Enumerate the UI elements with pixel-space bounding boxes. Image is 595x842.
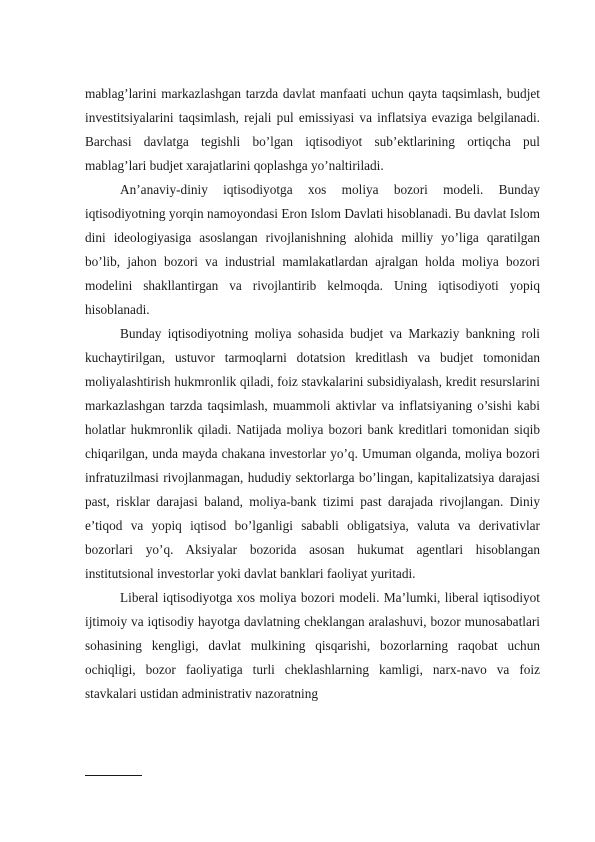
body-text — [85, 82, 540, 706]
paragraph-traditional-religious-model: An’anaviy-diniy iqtisodiyotga xos moliya bozori modeli. Bunday iqtisodiyotning yorqin namoyondasi Eron Islom Davlati hisoblanadi. Bu davlat Islom dini ideologiyasiga asoslangan rivojlanishning alohida milliy yo’liga qaratilgan bo’lib, jahon bozori va industrial mamlakatlardan ajralgan holda moliya bozori modelini shakllantirgan va rivojlantirib kelmoqda. Uning iqtisodiyoti yopiq hisoblanadi. — [85, 182, 540, 317]
paragraph-financial-sector: Bunday iqtisodiyotning moliya sohasida budjet va Markaziy bankning roli kuchaytirilgan, ustuvor tarmoqlarni dotatsion kreditlash va budjet tomonidan moliyalashtirish hukmronlik qiladi, foiz stavkalarini subsidiyalash, kredit resurslarini markazlashgan tarzda taqsimlash, muammoli aktivlar va inflatsiyaning o’sishi kabi holatlar hukmronlik qiladi. Natijada moliya bozori bank kreditlari tomonidan siqib chiqarilgan, unda mayda chakana investorlar yo’q. Umuman olganda, moliya bozori infratuzilmasi rivojlanmagan, hududiy sektorlarga bo’lingan, kapitalizatsiya darajasi past, risklar darajasi baland, moliya-bank tizimi past darajada rivojlangan. Diniy e’tiqod va yopiq iqtisod bo’lganligi sababli obligatsiya, valuta va derivativlar bozorlari yo’q. Aksiyalar bozorida asosan hukumat agentlari hisoblangan institutsional investorlar yoki davlat banklari faoliyat yuritadi. — [85, 326, 540, 581]
footnote-separator — [85, 775, 142, 776]
paragraph-continuation: mablag’larini markazlashgan tarzda davlat manfaati uchun qayta taqsimlash, budjet investitsiyalarini taqsimlash, rejali pul emissiyasi va inflatsiya evaziga belgilanadi. Barchasi davlatga tegishli bo’lgan iqtisodiyot sub’ektlarining ortiqcha pul mablag’lari budjet xarajatlarini qoplashga yo’naltiriladi. — [85, 86, 540, 173]
paragraph-liberal-model: Liberal iqtisodiyotga xos moliya bozori modeli. Ma’lumki, liberal iqtisodiyot ijtimoiy va iqtisodiy hayotga davlatning cheklangan aralashuvi, bozor munosabatlari sohasining kengligi, davlat mulkining qisqarishi, bozorlarning raqobat uchun ochiqligi, bozor faoliyatiga turli cheklashlarning kamligi, narx-navo va foiz stavkalari ustidan administrativ nazoratning — [85, 590, 540, 701]
